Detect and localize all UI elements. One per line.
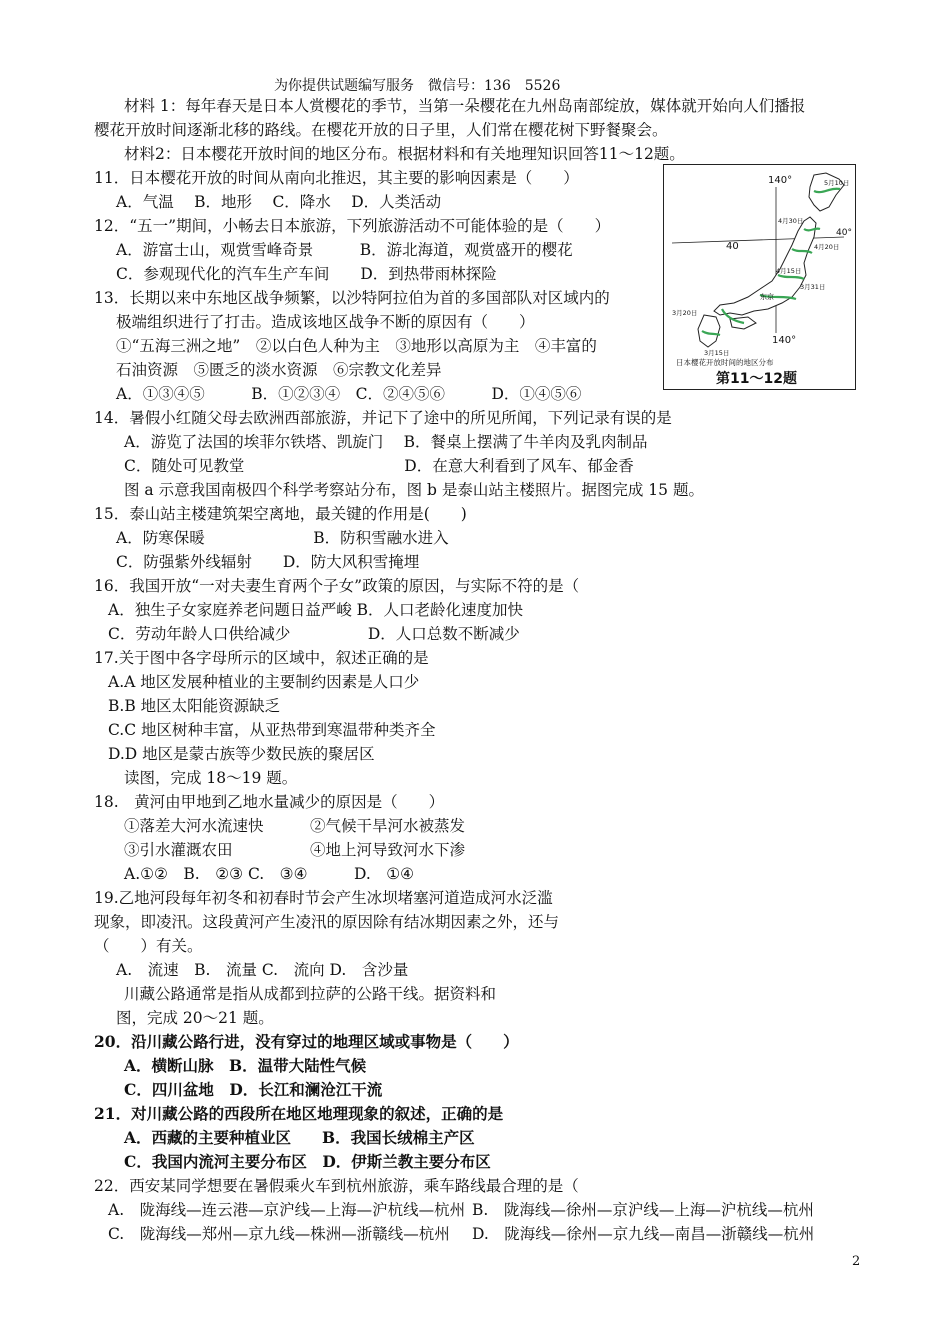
lon140-bottom-label: 140° [772, 335, 797, 346]
question-21-options-ab: A．西藏的主要种植业区 B．我国长绒棉主产区 [124, 1128, 475, 1147]
question-19-line-3: （ ）有关。 [94, 937, 203, 955]
question-16: 16．我国开放“一对夫妻生育两个子女”政策的原因，与实际不符的是（ [94, 577, 580, 595]
question-22-option-c: C. 陇海线—郑州—京九线—株洲—浙赣线—杭州 [108, 1225, 450, 1243]
question-20-options-ab: A．横断山脉 B．温带大陆性气候 [124, 1056, 367, 1075]
question-16-options-cd: C．劳动年龄人口供给减少 D．人口总数不断减少 [108, 625, 520, 643]
question-17-option-c: C.C 地区树种丰富，从亚热带到寒温带种类齐全 [108, 721, 436, 739]
question-12-options-cd: C．参观现代化的汽车生产车间 D．到热带雨林探险 [116, 265, 497, 283]
date-mar31-label: 3月31日 [800, 283, 826, 291]
kyushu-island [698, 315, 720, 347]
date-mar20-label: 3月20日 [672, 309, 698, 317]
question-21-options-cd: C．我国内流河主要分布区 D．伊斯兰教主要分布区 [124, 1152, 491, 1171]
question-13-line-3: ①“五海三洲之地” ②以白色人种为主 ③地形以高原为主 ④丰富的 [116, 337, 597, 355]
question-11-options: A．气温 B．地形 C．降水 D．人类活动 [116, 193, 442, 211]
question-16-options-ab: A．独生子女家庭养老问题日益严峻 B．人口老龄化速度加快 [108, 601, 524, 619]
date-apr30-label: 4月30日 [778, 217, 804, 225]
question-17-option-d: D.D 地区是蒙古族等少数民族的聚居区 [108, 745, 375, 763]
question-13-line-2: 极端组织进行了打击。造成该地区战争不断的原因有（ ） [116, 313, 535, 331]
question-22: 22．西安某同学想要在暑假乘火车到杭州旅游，乘车路线最合理的是（ [94, 1177, 579, 1195]
question-13-options: A．①③④⑤ B．①②③④ C．②④⑤⑥ D．①④⑤⑥ [116, 385, 582, 403]
question-11: 11．日本樱花开放的时间从南向北推迟，其主要的影响因素是（ ） [94, 169, 579, 187]
date-apr15-label: 4月15日 [776, 267, 802, 275]
question-15-options-cd: C．防强紫外线辐射 D．防大风积雪掩埋 [116, 553, 420, 571]
question-15-options-ab: A．防寒保暖 B．防积雪融水进入 [116, 529, 449, 547]
japan-cherry-blossom-map [663, 164, 856, 390]
material-1-line-2: 樱花开放时间逐渐北移的路线。在樱花开放的日子里，人们常在樱花树下野餐聚会。 [94, 121, 668, 139]
question-19-options: A. 流速 B. 流量 C. 流向 D. 含沙量 [116, 961, 409, 979]
question-18-options: A.①② B. ②③ C. ③④ D. ①④ [124, 865, 415, 883]
question-22-option-a: A. 陇海线—连云港—京沪线—上海—沪杭线—杭州 [108, 1201, 466, 1219]
lat40-left-label: 40 [726, 241, 739, 252]
material-1-line-1: 材料 1：每年春天是日本人赏樱花的季节，当第一朵樱花在九州岛南部绽放，媒体就开始向人们播报 [124, 97, 806, 115]
page-header: 为你提供试题编写服务 微信号：136 5526 [274, 78, 561, 94]
question-14-options-cd: C．随处可见教堂 D．在意大利看到了风车、郁金香 [124, 457, 634, 475]
question-18-items-34: ③引水灌溉农田 ④地上河导致河水下渗 [124, 841, 466, 859]
date-mar15-label: 3月15日 [704, 349, 730, 357]
question-20-intro-2: 图，完成 20～21 题。 [116, 1009, 274, 1027]
question-18: 18. 黄河由甲地到乙地水量减少的原因是（ ） [94, 793, 445, 811]
question-20-intro-1: 川藏公路通常是指从成都到拉萨的公路干线。据资料和 [124, 985, 497, 1003]
question-19-line-2: 现象，即凌汛。这段黄河产生凌汛的原因除有结冰期因素之外，还与 [94, 913, 560, 931]
lon140-top-label: 140° [768, 175, 793, 186]
question-19-line-1: 19.乙地河段每年初冬和初春时节会产生冰坝堵塞河道造成河水泛滥 [94, 889, 553, 907]
question-17-option-b: B.B 地区太阳能资源缺乏 [108, 697, 281, 715]
question-22-option-b: B. 陇海线—徐州—京沪线—上海—沪杭线—杭州 [472, 1201, 814, 1219]
tokyo-label: 东京 [760, 293, 774, 301]
question-21: 21．对川藏公路的西段所在地区地理现象的叙述，正确的是 [94, 1104, 504, 1123]
question-13-line-4: 石油资源 ⑤匮乏的淡水资源 ⑥宗教文化差异 [116, 361, 442, 379]
map-question-label: 第11～12题 [716, 371, 797, 387]
question-18-items-12: ①落差大河水流速快 ②气候干旱河水被蒸发 [124, 817, 466, 835]
question-12-options-ab: A．游富士山，观赏雪峰奇景 B．游北海道，观赏盛开的樱花 [116, 241, 573, 259]
question-12: 12．“五一”期间，小畅去日本旅游，下列旅游活动不可能体验的是（ ） [94, 217, 611, 235]
question-18-intro: 读图，完成 18～19 题。 [124, 769, 298, 787]
question-15-intro: 图 a 示意我国南极四个科学考察站分布，图 b 是泰山站主楼照片。据图完成 15 题。 [124, 481, 704, 499]
question-14: 14．暑假小红随父母去欧洲西部旅游，并记下了途中的所见所闻，下列记录有误的是 [94, 409, 672, 427]
question-15: 15．泰山站主楼建筑架空离地，最关键的作用是( ) [94, 505, 467, 523]
question-17: 17.关于图中各字母所示的区域中，叙述正确的是 [94, 649, 429, 667]
date-apr20-label: 4月20日 [814, 243, 840, 251]
question-20: 20．沿川藏公路行进，没有穿过的地理区域或事物是（ ） [94, 1032, 519, 1051]
question-20-options-cd: C．四川盆地 D．长江和澜沧江干流 [124, 1080, 383, 1099]
lat40-right-label: 40° [836, 228, 852, 238]
question-22-option-d: D. 陇海线—徐州—京九线—南昌—浙赣线—杭州 [472, 1225, 815, 1243]
page-number: 2 [852, 1254, 861, 1269]
material-2-line: 材料2：日本樱花开放时间的地区分布。根据材料和有关地理知识回答11～12题。 [124, 145, 685, 163]
japan-map-svg [664, 165, 854, 388]
question-14-options-ab: A．游览了法国的埃菲尔铁塔、凯旋门 B．餐桌上摆满了牛羊肉及乳肉制品 [124, 433, 648, 451]
date-may10-label: 5月10日 [824, 179, 850, 187]
question-13-line-1: 13．长期以来中东地区战争频繁，以沙特阿拉伯为首的多国部队对区域内的 [94, 289, 610, 307]
question-17-option-a: A.A 地区发展种植业的主要制约因素是人口少 [108, 673, 420, 691]
map-caption: 日本樱花开放时间的地区分布 [676, 358, 774, 367]
